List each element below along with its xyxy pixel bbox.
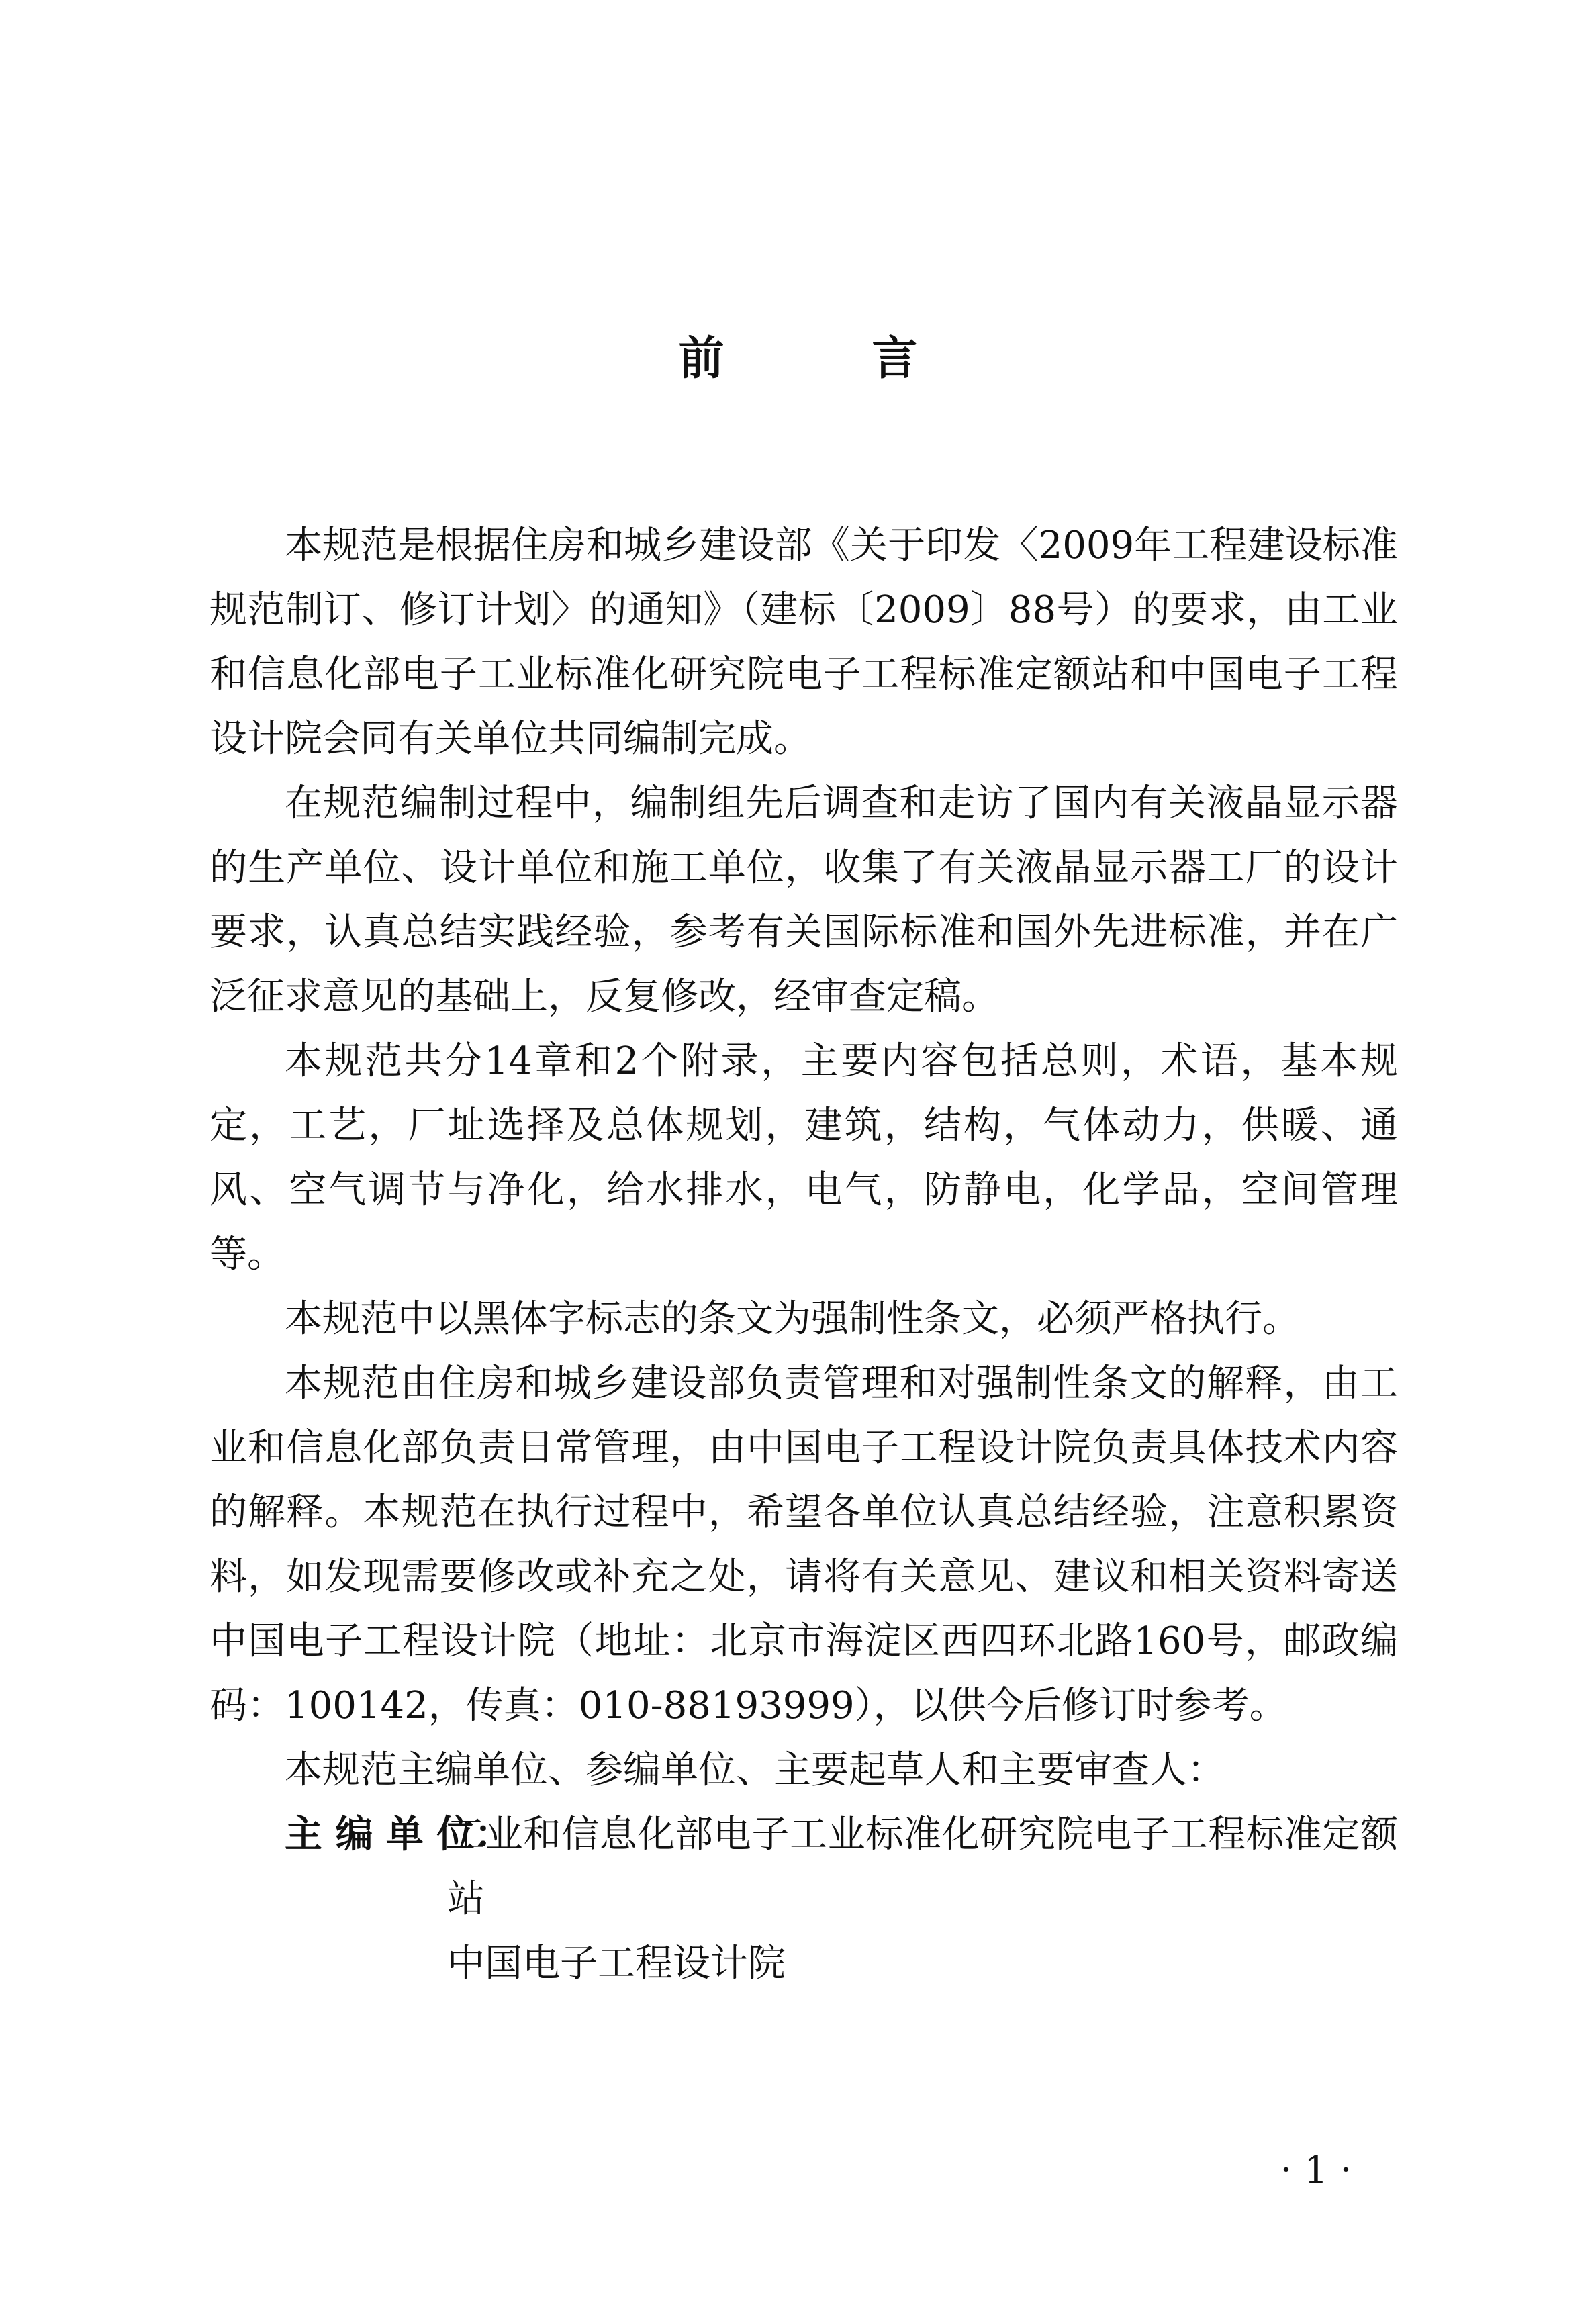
paragraph-1: 本规范是根据住房和城乡建设部《关于印发〈2009年工程建设标准规范制订、修订计划〉的通知》（建标〔2009〕88号）的要求，由工业和信息化部电子工业标准化研究院电子工程标准定额站和中国电子工程设计院会同有关单位共同编制完成。 <box>209 524 1398 761</box>
title-char-1: 前 <box>678 332 724 385</box>
paragraph-2: 在规范编制过程中，编制组先后调查和走访了国内有关液晶显示器的生产单位、设计单位和施工单位，收集了有关液晶显示器工厂的设计要求，认真总结实践经验，参考有关国际标准和国外先进标准，并在广泛征求意见的基础上，反复修改，经审查定稿。 <box>209 782 1398 1019</box>
paragraph-3: 本规范共分14章和2个附录，主要内容包括总则，术语，基本规定，工艺，厂址选择及总体规划，建筑，结构，气体动力，供暖、通风、空气调节与净化，给水排水，电气，防静电，化学品，空间管理等。 <box>209 1039 1398 1276</box>
page-number: · 1 · <box>1280 2148 1352 2192</box>
chief-units-label: 主 编 单 位： <box>285 1813 512 1856</box>
paragraph-4: 本规范中以黑体字标志的条文为强制性条文，必须严格执行。 <box>285 1297 1300 1341</box>
preface-body <box>209 514 1398 1996</box>
title-char-2: 言 <box>872 332 918 385</box>
page-title <box>0 322 1596 387</box>
chief-units <box>209 1803 1398 1996</box>
chief-unit-2: 中国电子工程设计院 <box>447 1942 786 1985</box>
paragraph-6: 本规范主编单位、参编单位、主要起草人和主要审查人： <box>285 1748 1225 1792</box>
paragraph-5: 本规范由住房和城乡建设部负责管理和对强制性条文的解释，由工业和信息化部负责日常管理，由中国电子工程设计院负责具体技术内容的解释。本规范在执行过程中，希望各单位认真总结经验，注意积累资料，如发现需要修改或补充之处，请将有关意见、建议和相关资料寄送中国电子工程设计院（地址：北京市海淀区西四环北路160号，邮政编码：100142，传真：010-88193999），以供今后修订时参考。 <box>209 1362 1398 1728</box>
chief-unit-1: 工业和信息化部电子工业标准化研究院电子工程标准定额站 <box>447 1813 1398 1921</box>
